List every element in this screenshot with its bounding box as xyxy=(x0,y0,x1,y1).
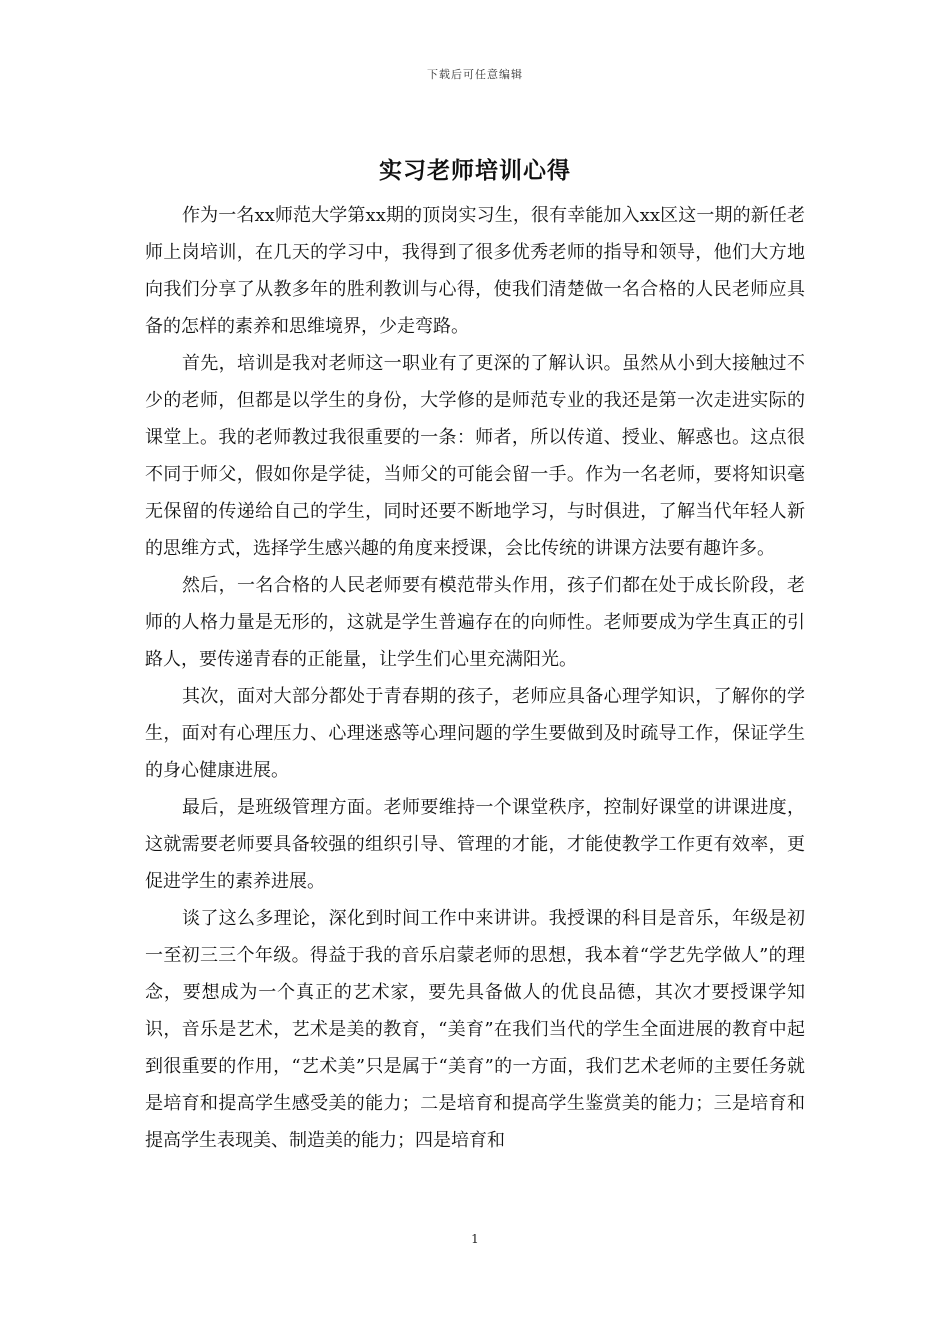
document-title: 实习老师培训心得 xyxy=(379,157,571,184)
paragraph-practice: 谈了这么多理论，深化到时间工作中来讲讲。我授课的科目是音乐，年级是初一至初三三个年级。得益于我的音乐启蒙老师的思想，我本着“学艺先学做人”的理念，要想成为一个真正的艺术家，要先具备做人的优良品德，其次才要授课学知识，音乐是艺术，艺术是美的教育，“美育”在我们当代的学生全面进展的教育中起到很重要的作用，“艺术美”只是属于“美育”的一方面，我们艺术老师的主要任务就是培育和提高学生感受美的能力；二是培育和提高学生鉴赏美的能力；三是培育和提高学生表现美、制造美的能力；四是培育和 xyxy=(145,908,805,1151)
paragraph-then: 然后，一名合格的人民老师要有模范带头作用，孩子们都在处于成长阶段，老师的人格力量是无形的，这就是学生普遍存在的向师性。老师要成为学生真正的引路人，要传递青春的正能量，让学生们心里充满阳光。 xyxy=(145,575,805,670)
page-number: 1 xyxy=(471,1232,479,1246)
paragraph-first: 首先，培训是我对老师这一职业有了更深的了解认识。虽然从小到大接触过不少的老师，但都是以学生的身份，大学修的是师范专业的我还是第一次走进实际的课堂上。我的老师教过我很重要的一条：师者，所以传道、授业、解惑也。这点很不同于师父，假如你是学徒，当师父的可能会留一手。作为一名老师，要将知识毫无保留的传递给自己的学生，同时还要不断地学习，与时俱进，了解当代年轻人新的思维方式，选择学生感兴趣的角度来授课，会比传统的讲课方法要有趣许多。 xyxy=(145,353,805,559)
paragraph-next: 其次，面对大部分都处于青春期的孩子，老师应具备心理学知识，了解你的学生，面对有心理压力、心理迷惑等心理问题的学生要做到及时疏导工作，保证学生的身心健康进展。 xyxy=(145,686,805,781)
paragraph-last: 最后，是班级管理方面。老师要维持一个课堂秩序，控制好课堂的讲课进度，这就需要老师要具备较强的组织引导、管理的才能，才能使教学工作更有效率，更促进学生的素养进展。 xyxy=(145,797,805,892)
document-body xyxy=(145,197,805,1159)
header-note: 下载后可任意编辑 xyxy=(427,68,523,81)
paragraph-intro: 作为一名xx师范大学第xx期的顶岗实习生，很有幸能加入xx区这一期的新任老师上岗培训，在几天的学习中，我得到了很多优秀老师的指导和领导，他们大方地向我们分享了从教多年的胜利教训与心得，使我们清楚做一名合格的人民老师应具备的怎样的素养和思维境界，少走弯路。 xyxy=(145,205,805,337)
